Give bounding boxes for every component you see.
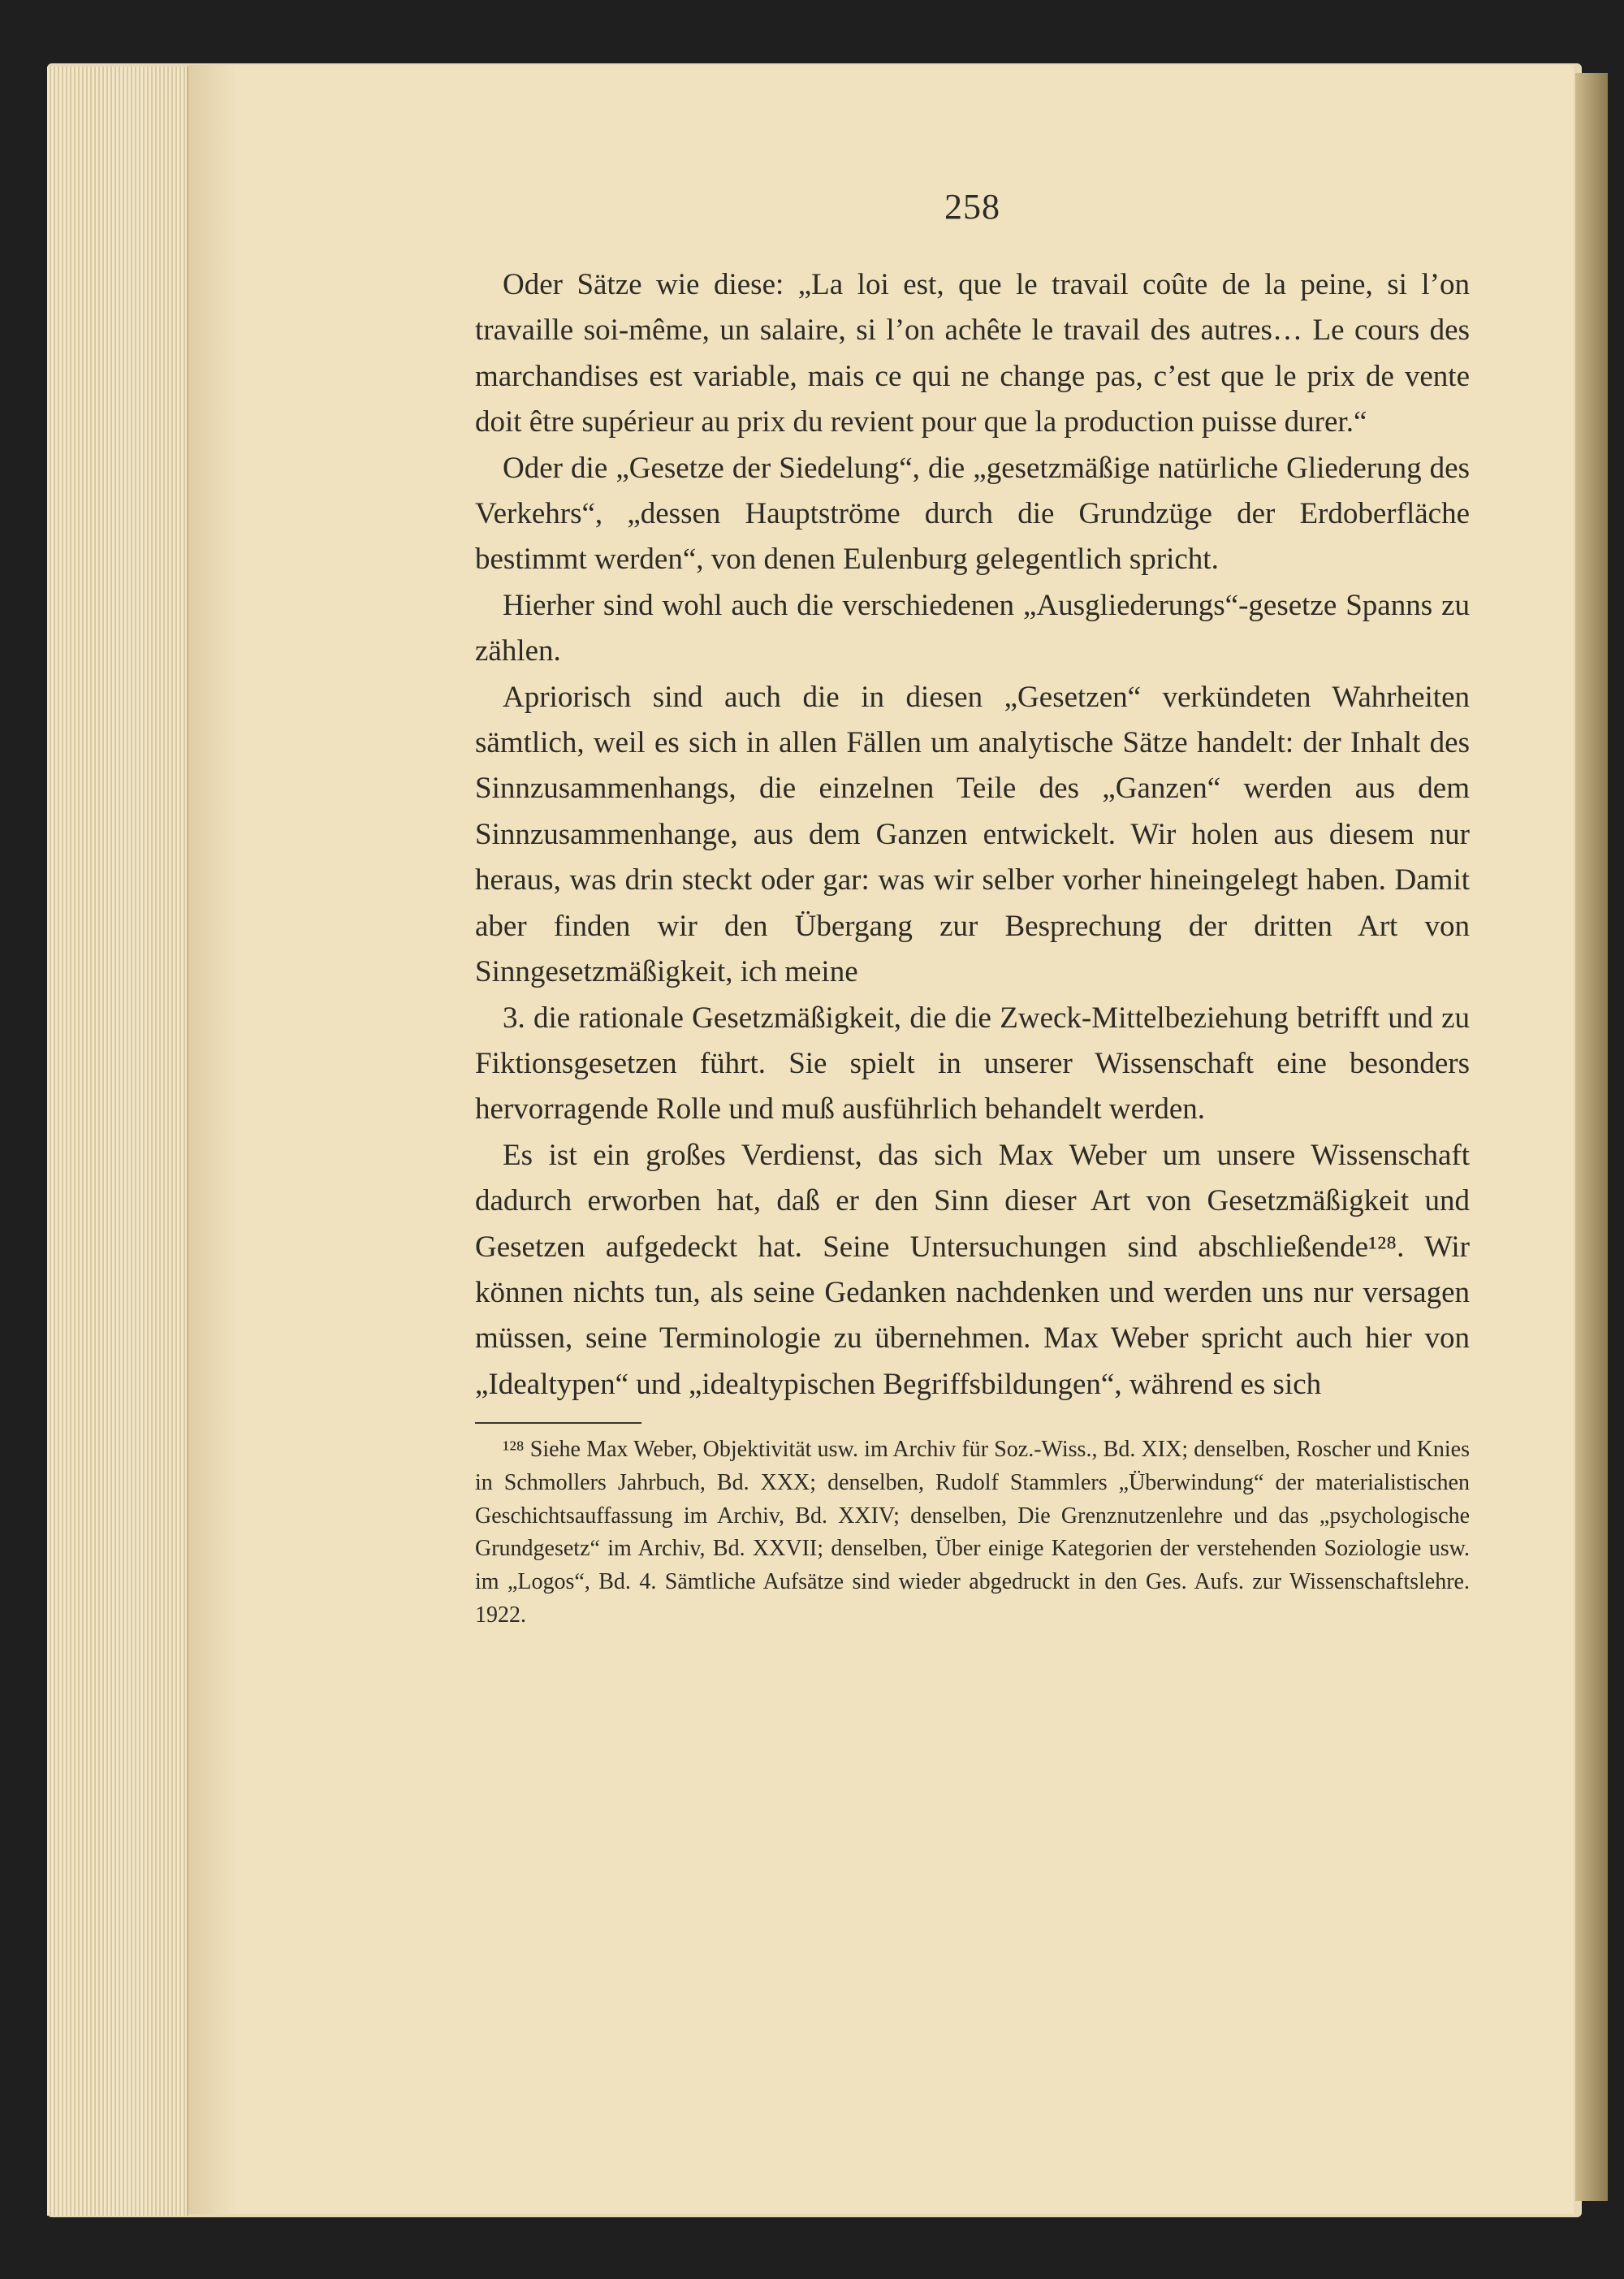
footnote-128: ¹²⁸ Siehe Max Weber, Objektivität usw. im Archiv für Soz.-Wiss., Bd. XIX; denselben, Roscher und Knies in Schmollers Jahrbuch, Bd. XXX; denselben, Rudolf Stammlers „Überwindung“ der materialistischen Geschichtsauffassung im Archiv, Bd. XXIV; denselben, Die Grenznutzenlehre und das „psychologische Grundgesetz“ im Archiv, Bd. XXVII; denselben, Über einige Kategorien der verstehenden Soziologie usw. im „Logos“, Bd. 4. Sämtliche Aufsätze sind wieder abgedruckt in den Ges. Aufs. zur Wissenschaftslehre. 1922. [475, 1437, 1470, 1628]
page-edges [47, 67, 188, 2216]
paragraph-3: Hierher sind wohl auch die verschiedenen „Ausgliederungs“-gesetze Spanns zu zählen. [475, 588, 1470, 668]
binding-shadow [1575, 73, 1608, 2201]
paragraph-1: Oder Sätze wie diese: „La loi est, que le travail coûte de la peine, si l’on travaille soi-même, un salaire, si l’on achête le travail des autres… Le cours des marchandises est variable, mais ce qui ne change pas, c’est que le prix de vente doit être supérieur au prix du revient pour que la production puisse durer.“ [475, 268, 1470, 439]
paragraph-5: 3. die rationale Gesetzmäßigkeit, die die Zweck-Mittelbeziehung betrifft und zu Fiktionsgesetzen führt. Sie spielt in unserer Wissenschaft eine besonders hervorragende Rolle und muß ausführlich behandelt werden. [475, 1001, 1470, 1127]
page-number: 258 [944, 187, 1000, 227]
paragraph-4: Apriorisch sind auch die in diesen „Gesetzen“ verkündeten Wahrheiten sämtlich, weil es sich in allen Fällen um analytische Sätze handelt: der Inhalt des Sinnzusammenhangs, die einzelnen Teile des „Ganzen“ werden aus dem Sinnzusammenhange, aus dem Ganzen entwickelt. Wir holen aus diesem nur heraus, was drin steckt oder gar: was wir selber vorher hineingelegt haben. Damit aber finden wir den Übergang zur Besprechung der dritten Art von Sinngesetzmäßigkeit, ich meine [475, 680, 1470, 989]
paragraph-6: Es ist ein großes Verdienst, das sich Max Weber um unsere Wissenschaft dadurch erworben hat, daß er den Sinn dieser Art von Gesetzmäßigkeit und Gesetzen aufgedeckt hat. Seine Untersuchungen sind abschließende¹²⁸. Wir können nichts tun, als seine Gedanken nachdenken und werden uns nur versagen müssen, seine Terminologie zu übernehmen. Max Weber spricht auch hier von „Idealtypen“ und „idealtypischen Begriffsbildungen“, während es sich [475, 1138, 1470, 1401]
page-content [475, 183, 1470, 1632]
footnote-divider [475, 1422, 641, 1424]
paragraph-2: Oder die „Gesetze der Siedelung“, die „gesetzmäßige natürliche Gliederung des Verkehrs“, „dessen Hauptströme durch die Grundzüge der Erdoberfläche bestimmt werden“, von denen Eulenburg gelegentlich spricht. [475, 451, 1470, 577]
